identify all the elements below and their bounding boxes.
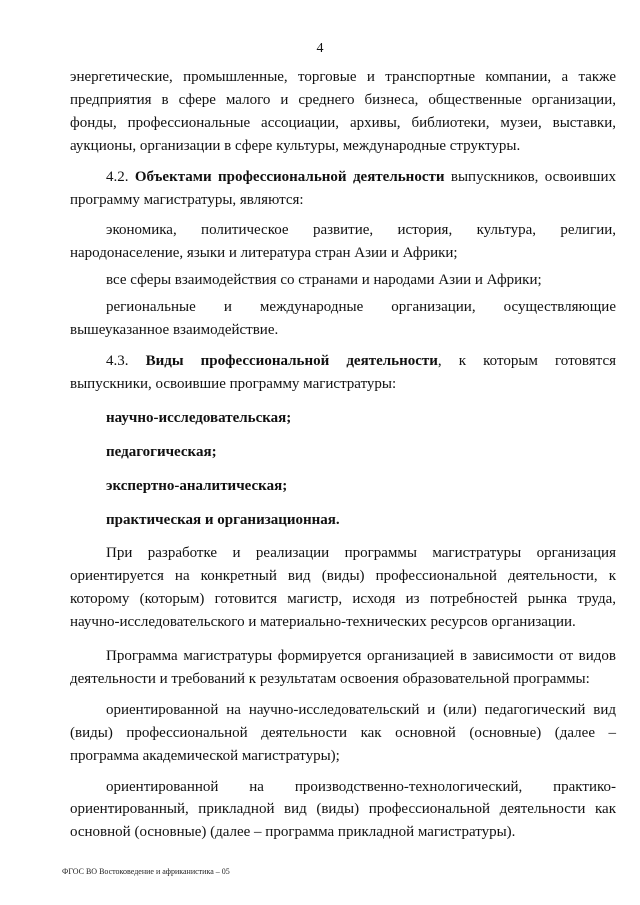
activity-type-expert: экспертно-аналитическая; — [106, 477, 288, 494]
document-body — [70, 66, 616, 848]
paragraph-organizations: энергетические, промышленные, торговые и транспортные компании, а также предприятия в сфере малого и среднего бизнеса, общественные организации, фонды, профессиональные ассоциации, архивы, библиотеки, музеи, выставки, аукционы, организации в сфере культуры, международные структуры. — [70, 69, 616, 154]
section-number: 4.3. — [106, 352, 129, 369]
paragraph-formation: Программа магистратуры формируется организацией в зависимости от видов деятельности и требований к результатам освоения образовательной программы: — [70, 648, 616, 687]
section-text: , к которым готовятся выпускники, освоившие программу магистратуры: — [70, 352, 617, 392]
section-number: 4.2. — [106, 168, 129, 185]
section-4-2 — [70, 166, 616, 212]
activity-type-practical: практическая и организационная. — [106, 511, 340, 528]
object-item-interaction: все сферы взаимодействия со странами и народами Азии и Африки; — [106, 272, 542, 289]
section-heading-bold: Объектами профессиональной деятельности — [134, 168, 445, 185]
section-4-3 — [70, 350, 616, 396]
section-heading-bold: Виды профессиональной деятельности — [145, 352, 438, 369]
object-item-organizations: региональные и международные организации, осуществляющие вышеуказанное взаимодействие. — [70, 299, 616, 339]
page-number: 4 — [316, 41, 324, 56]
paragraph-development: При разработке и реализации программы магистратуры организация ориентируется на конкретный вид (виды) профессиональной деятельности, к которому (которым) готовится магистр, исходя из потребностей рынка труда, научно-исследовательского и материально-технических ресурсов организации. — [70, 545, 616, 631]
paragraph-applied-master: ориентированной на производственно-технологический, практико-ориентированный, прикладной вид (виды) профессиональной деятельности как основной (основные) (далее – программа прикладной магистратуры). — [70, 778, 616, 841]
activity-type-research: научно-исследовательская; — [106, 409, 292, 426]
activity-type-pedagogical: педагогическая; — [106, 443, 217, 460]
object-item-economy: экономика, политическое развитие, история, культура, религии, народонаселение, языки и литература стран Азии и Африки; — [70, 222, 616, 262]
paragraph-academic-master: ориентированной на научно-исследовательский и (или) педагогический вид (виды) профессиональной деятельности как основной (основные) (далее – программа академической магистратуры); — [70, 701, 616, 764]
footer-standard-name: ФГОС ВО Востоковедение и африканистика – 05 — [62, 867, 230, 876]
section-text: выпускников, освоивших программу магистратуры, являются: — [70, 168, 616, 208]
